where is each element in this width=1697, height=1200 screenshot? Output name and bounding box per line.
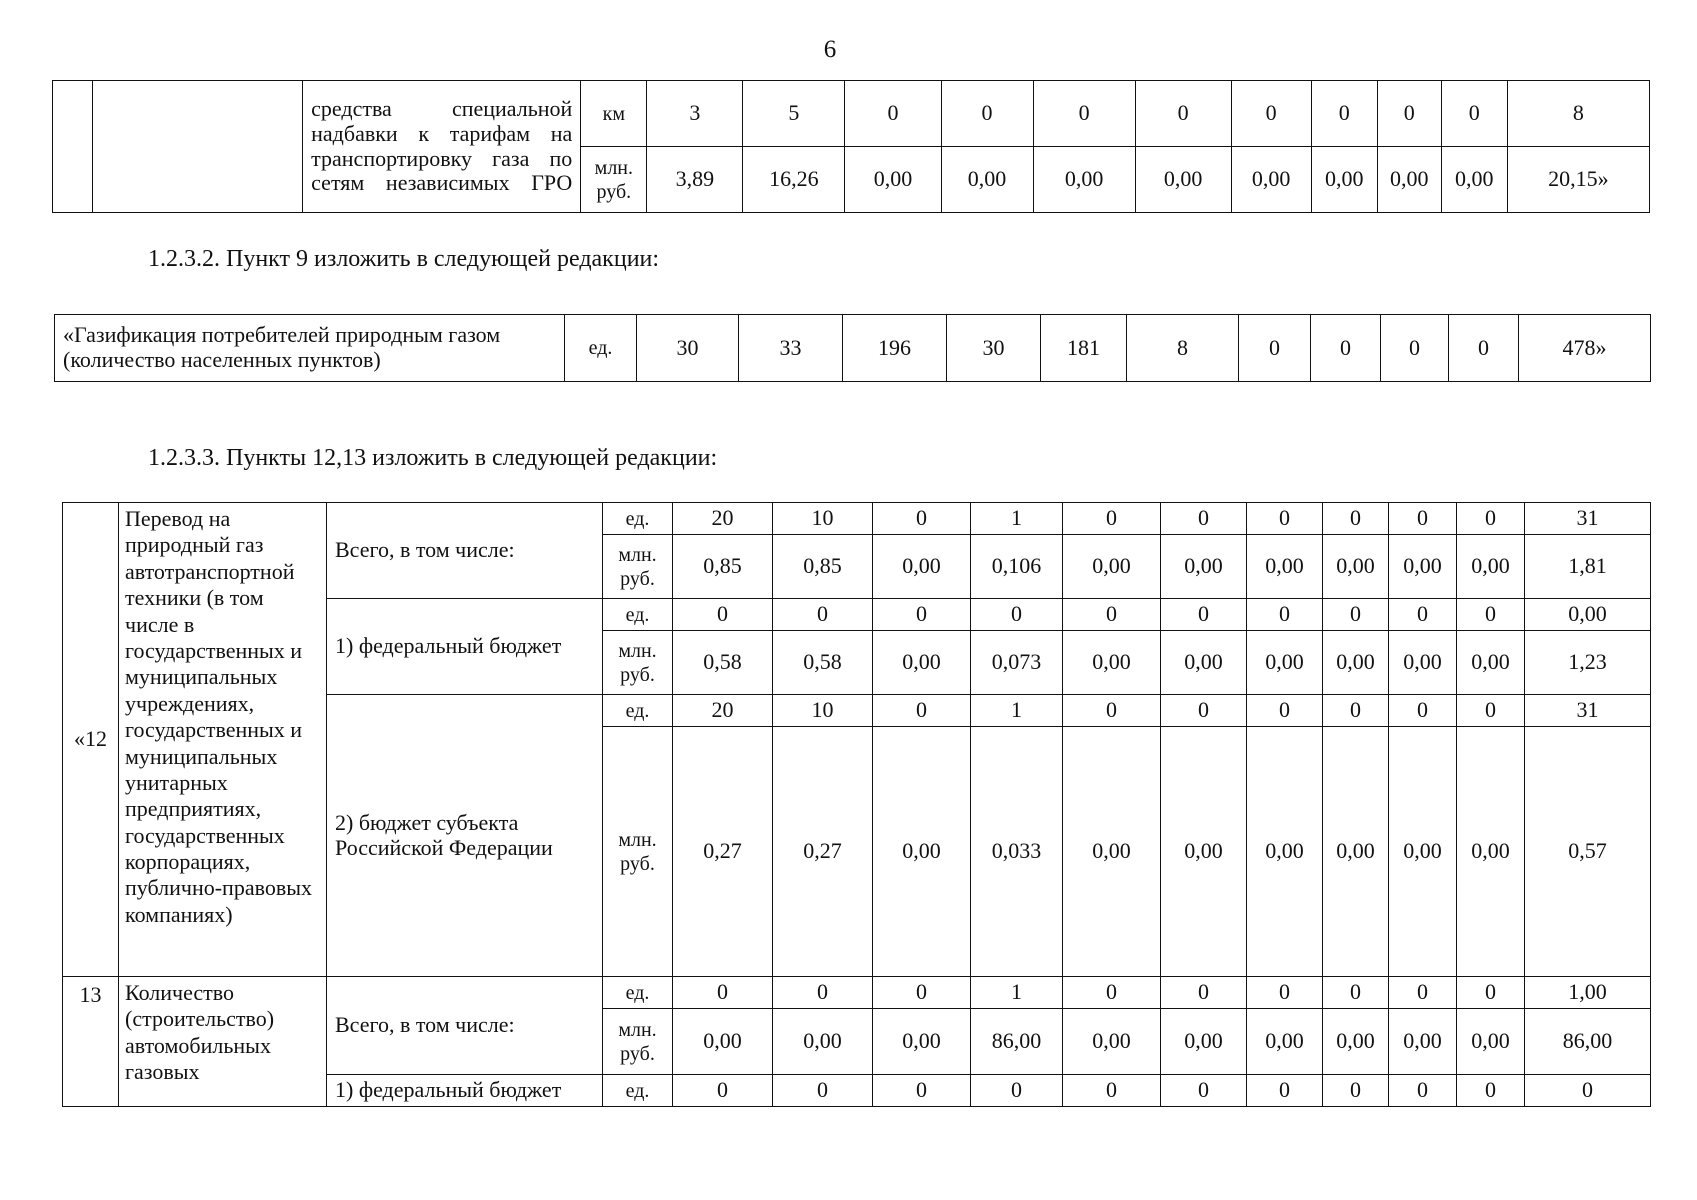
value-cell: 0,00 [1247,1009,1323,1075]
value-cell: 0,85 [773,535,873,599]
value-cell: 0,27 [773,727,873,977]
group-label: 1) федеральный бюджет [327,599,603,695]
value-cell: 0 [1033,81,1135,147]
value-cell: 0 [941,81,1033,147]
value-cell: 0 [1323,695,1389,727]
value-cell: 10 [773,695,873,727]
value-cell: 0 [1457,599,1525,631]
total-cell: 0 [1525,1075,1651,1107]
value-cell: 0,00 [1323,631,1389,695]
total-cell: 1,23 [1525,631,1651,695]
value-cell: 0 [1457,1075,1525,1107]
group-label: 2) бюджет субъекта Российской Федерации [327,695,603,977]
group-label: 1) федеральный бюджет [327,1075,603,1107]
value-cell: 0 [1323,977,1389,1009]
value-cell: 0,00 [1161,1009,1247,1075]
unit-cell: млн. руб. [603,1009,673,1075]
value-cell: 0 [1389,503,1457,535]
total-cell: 0,00 [1525,599,1651,631]
value-cell: 0 [1381,315,1449,382]
table-funding-gro [52,80,1650,213]
value-cell: 0 [673,1075,773,1107]
paragraph-item-9: 1.2.3.2. Пункт 9 изложить в следующей редакции: [148,246,660,272]
value-cell: 0,00 [1457,727,1525,977]
value-cell: 0,00 [941,147,1033,213]
value-cell: 181 [1041,315,1127,382]
value-cell: 0 [1063,1075,1161,1107]
unit-cell: млн. руб. [581,147,647,213]
value-cell: 0 [1135,81,1231,147]
unit-cell: ед. [603,599,673,631]
value-cell: 5 [743,81,845,147]
value-cell: 0,58 [773,631,873,695]
empty-cell [53,81,93,213]
value-cell: 0 [1389,977,1457,1009]
unit-cell: ед. [603,1075,673,1107]
value-cell: 0 [1377,81,1441,147]
total-cell: 31 [1525,503,1651,535]
value-cell: 0,00 [1441,147,1507,213]
value-cell: 86,00 [971,1009,1063,1075]
value-cell: 20 [673,695,773,727]
group-label: Всего, в том числе: [327,503,603,599]
value-cell: 0 [1457,695,1525,727]
value-cell: 0 [873,503,971,535]
value-cell: 0 [1161,695,1247,727]
table-gasification [54,314,1651,382]
value-cell: 0 [1323,1075,1389,1107]
value-cell: 0,00 [1377,147,1441,213]
value-cell: 0 [1449,315,1519,382]
total-cell: 1,81 [1525,535,1651,599]
table-row [63,977,1651,1009]
value-cell: 0 [1323,503,1389,535]
value-cell: 0 [1063,977,1161,1009]
value-cell: 0,00 [1063,727,1161,977]
value-cell: 0 [1311,315,1381,382]
value-cell: 0 [1247,1075,1323,1107]
value-cell: 0 [1063,695,1161,727]
value-cell: 1 [971,695,1063,727]
value-cell: 0,00 [873,631,971,695]
paragraph-items-12-13: 1.2.3.3. Пункты 12,13 изложить в следующей редакции: [148,445,718,471]
value-cell: 30 [637,315,739,382]
value-cell: 0 [1323,599,1389,631]
empty-cell [93,81,303,213]
total-cell: 20,15» [1507,147,1649,213]
value-cell: 0 [1063,599,1161,631]
value-cell: 0 [1161,977,1247,1009]
value-cell: 0,00 [1063,1009,1161,1075]
value-cell: 8 [1127,315,1239,382]
value-cell: 0 [1247,977,1323,1009]
value-cell: 0,00 [1457,1009,1525,1075]
value-cell: 0,00 [1247,727,1323,977]
value-cell: 1 [971,977,1063,1009]
value-cell: 0 [1247,599,1323,631]
value-cell: 0,00 [1063,535,1161,599]
value-cell: 0,00 [1323,535,1389,599]
total-cell: 478» [1519,315,1651,382]
value-cell: 0,00 [673,1009,773,1075]
value-cell: 0 [873,977,971,1009]
value-cell: 0,00 [873,1009,971,1075]
value-cell: 1 [971,503,1063,535]
value-cell: 0,00 [1389,1009,1457,1075]
value-cell: 0 [1457,977,1525,1009]
value-cell: 0,58 [673,631,773,695]
value-cell: 0,00 [1033,147,1135,213]
value-cell: 0,00 [1161,727,1247,977]
value-cell: 0 [1063,503,1161,535]
value-cell: 30 [947,315,1041,382]
value-cell: 0 [1239,315,1311,382]
total-cell: 0,57 [1525,727,1651,977]
unit-cell: млн. руб. [603,631,673,695]
value-cell: 0,00 [1247,535,1323,599]
value-cell: 0,85 [673,535,773,599]
value-cell: 0 [1231,81,1311,147]
unit-cell: км [581,81,647,147]
unit-cell: ед. [565,315,637,382]
value-cell: 0 [1457,503,1525,535]
value-cell: 0,00 [1161,535,1247,599]
value-cell: 0,00 [1323,1009,1389,1075]
page-number: 6 [823,36,837,63]
unit-cell: млн. руб. [603,727,673,977]
total-cell: 31 [1525,695,1651,727]
item-number: 13 [63,977,119,1107]
value-cell: 0,00 [1389,631,1457,695]
value-cell: 0,00 [873,535,971,599]
value-cell: 16,26 [743,147,845,213]
value-cell: 3 [647,81,743,147]
value-cell: 0,00 [845,147,941,213]
value-cell: 0,00 [1457,535,1525,599]
value-cell: 0,00 [1161,631,1247,695]
value-cell: 0 [1389,695,1457,727]
value-cell: 0 [1247,695,1323,727]
value-cell: 0,00 [1323,727,1389,977]
value-cell: 0 [773,977,873,1009]
item-number: «12 [63,503,119,977]
value-cell: 20 [673,503,773,535]
value-cell: 0,00 [1311,147,1377,213]
table-row [53,81,1650,147]
value-cell: 0,00 [1063,631,1161,695]
group-label: Всего, в том числе: [327,977,603,1075]
value-cell: 0 [1311,81,1377,147]
value-cell: 196 [843,315,947,382]
value-cell: 0 [1247,503,1323,535]
value-cell: 0,00 [773,1009,873,1075]
value-cell: 0 [971,1075,1063,1107]
value-cell: 0,00 [1389,727,1457,977]
value-cell: 3,89 [647,147,743,213]
unit-cell: ед. [603,503,673,535]
value-cell: 0 [971,599,1063,631]
value-cell: 0,27 [673,727,773,977]
table-row [63,503,1651,535]
row-description: «Газификация потребителей природным газом (количество населенных пунктов) [55,315,565,382]
unit-cell: ед. [603,977,673,1009]
value-cell: 0,106 [971,535,1063,599]
value-cell: 0 [845,81,941,147]
value-cell: 0,073 [971,631,1063,695]
total-cell: 1,00 [1525,977,1651,1009]
value-cell: 10 [773,503,873,535]
value-cell: 0,00 [1457,631,1525,695]
total-cell: 86,00 [1525,1009,1651,1075]
value-cell: 0,00 [1135,147,1231,213]
value-cell: 0 [1161,599,1247,631]
value-cell: 0 [873,695,971,727]
value-cell: 0 [1161,1075,1247,1107]
value-cell: 0,00 [873,727,971,977]
value-cell: 0 [1161,503,1247,535]
value-cell: 0,00 [1231,147,1311,213]
value-cell: 0,033 [971,727,1063,977]
value-cell: 0 [773,1075,873,1107]
row-description: средства специальной надбавки к тарифам на транспортировку газа по сетям независимых ГРО [303,81,581,213]
table-items-12-13 [62,502,1651,1107]
value-cell: 33 [739,315,843,382]
value-cell: 0 [673,599,773,631]
value-cell: 0 [873,599,971,631]
value-cell: 0 [873,1075,971,1107]
table-row [55,315,1651,382]
unit-cell: ед. [603,695,673,727]
item-description: Перевод на природный газ автотранспортной техники (в том числе в государственных и муниципальных учреждениях, государственных и муниципальных унитарных предприятиях, государственных корпорациях, публично-правовых компаниях) [119,503,327,977]
value-cell: 0 [1389,1075,1457,1107]
value-cell: 0 [773,599,873,631]
value-cell: 0,00 [1389,535,1457,599]
value-cell: 0 [1441,81,1507,147]
value-cell: 0 [673,977,773,1009]
total-cell: 8 [1507,81,1649,147]
value-cell: 0,00 [1247,631,1323,695]
unit-cell: млн. руб. [603,535,673,599]
value-cell: 0 [1389,599,1457,631]
item-description: Количество (строительство) автомобильных газовых [119,977,327,1107]
